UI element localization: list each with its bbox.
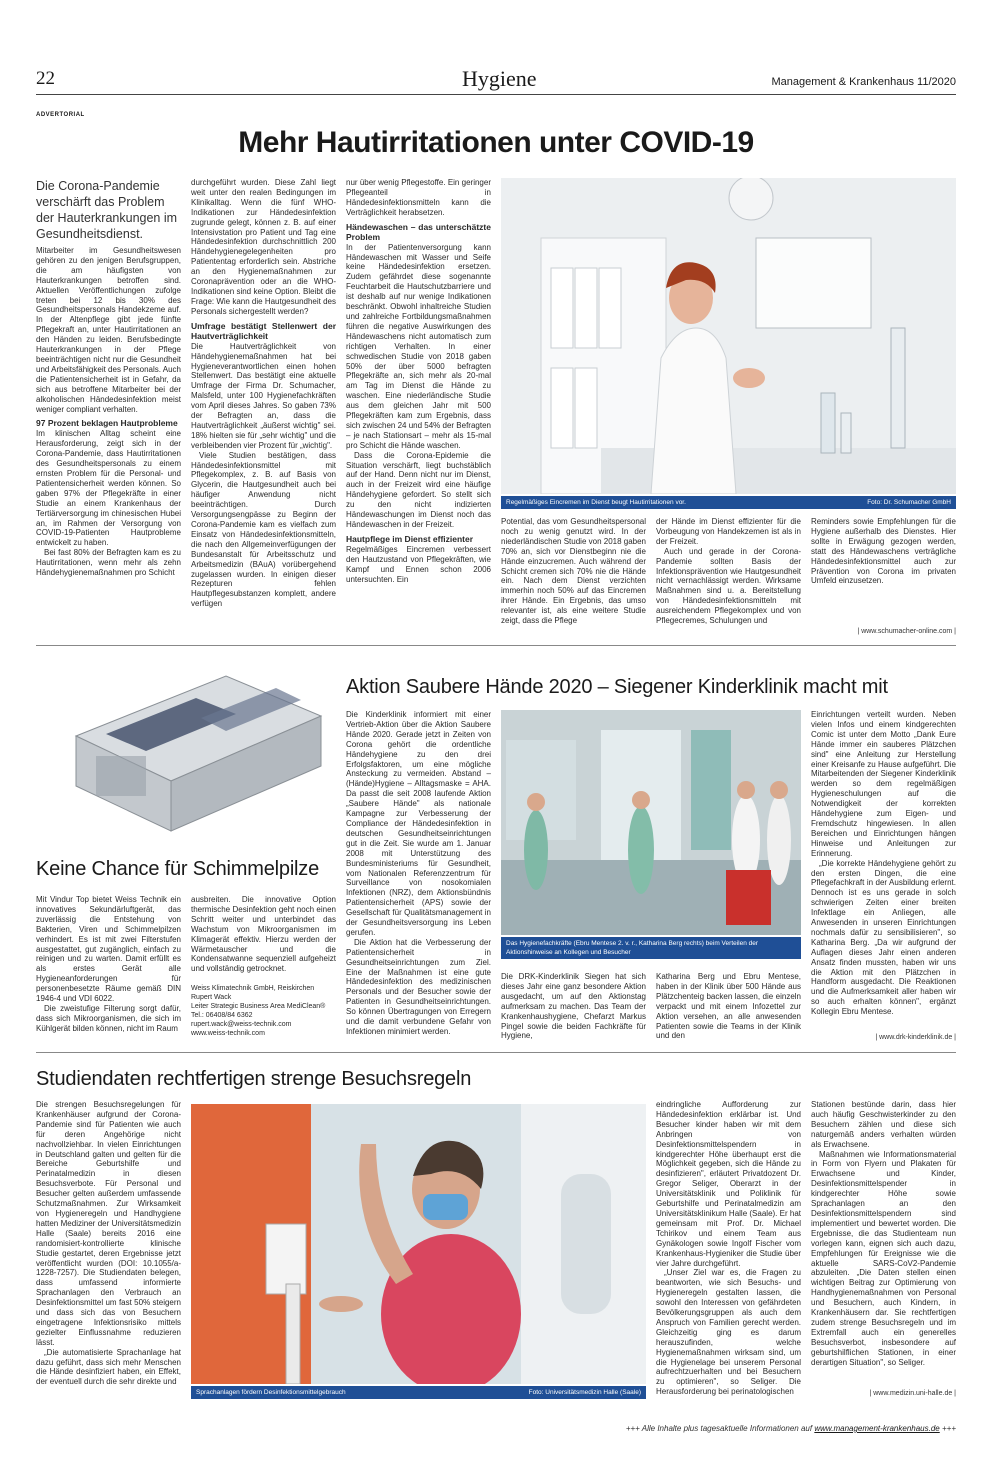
nurse-cream-image	[501, 178, 956, 494]
article2-col1	[36, 895, 181, 1034]
section-title: Hygiene	[462, 66, 537, 91]
article-paragraph: nur über wenig Pflegestoffe. Ein geringer Pflegeanteil in Händedesinfektionsmitteln kann die Verträglichkeit herabsetzen.	[346, 178, 491, 217]
article3-title: Aktion Saubere Hände 2020 – Siegener Kinderklinik macht mit	[346, 676, 888, 698]
article2-title: Keine Chance für Schimmelpilze	[36, 858, 320, 880]
article4-col1	[36, 1100, 181, 1387]
divider-2	[36, 1052, 956, 1053]
footer-website-link[interactable]: www.management-krankenhaus.de	[814, 1424, 940, 1433]
article-paragraph: Die Aktion hat die Verbesserung der Patientensicherheit in Gesundheitseinrichtungen zum Ziel. Eine der Maßnahmen ist eine gute Händedesinfektion des medizinischen Personals und der Besucher sowie der Patienten in Gesundheitseinrichtungen. So können Übertragungen von Erregern und die damit verbundene Gefahr von Infektionen minimiert werden.	[346, 937, 491, 1036]
advertorial-label: ADVERTORIAL	[36, 112, 85, 118]
article1-col5	[656, 517, 801, 626]
article3-source: | www.drk-kinderklinik.de |	[875, 1034, 956, 1041]
article4-source: | www.medizin.uni-halle.de |	[869, 1390, 956, 1397]
article-paragraph: In der Patientenversorgung kann Händewaschen mit Wasser und Seife keine Händedesinfektion ersetzen. Zudem gefährdet diese sogenannte Feuchtarbeit die Hautschutzbarriere und ist deshalb auf nur wenige Indikationen beschränkt. Obwohl inhaltreiche Studien und zahlreiche Fortbildungsmaßnahmen führen die negative Auswirkungen des Händewaschens nicht automatisch zum richtigen Verhalten. In einer schwedischen Studie von 2018 gaben 50% der über 5000 befragten Pflegekräfte an, sich mehr als 20-mal am Tag im Dienst die Hände zu waschen. Eine niederländische Studie aus dem gleichen Jahr mit 500 Pflegekräften kam zum Ergebnis, dass sich zwischen 24 und 54% der Befragten – je nach Stationsart – mehr als 15-mal pro Schicht die Hände waschen.	[346, 242, 491, 450]
article-paragraph: Die DRK-Kinderklinik Siegen hat sich dieses Jahr eine ganz besondere Aktion ausgedacht, um auf den Aktionstag aufmerksam zu machen. Das Team der Krankenhaushygiene, Chefarzt Markus Pingel sowie die beiden Fachkräfte für Hygiene,	[501, 972, 646, 1041]
article-paragraph: Viele Studien bestätigen, dass Händedesinfektionsmittel mit Pflegekomplex, z. B. auf Basis von Glycerin, die Hautgesundheit auch bei häufiger Anwendung nicht beeinträchtigen. Durch Versorgungsengpässe zu Beginn der Corona-Pandemie kam es vielfach zum Einsatz von Händedesinfektionsmitteln, die nach den Allgemeinverfügungen der Bundesanstalt für Arbeitsschutz und Arbeitsmedizin (BAuA) vorübergehend zugelassen wurden. In einigen dieser Rezepturen fehlen Hautpflegesubstanzen komplett, andere verfügen	[191, 450, 336, 609]
contact-website[interactable]: www.weiss-technik.com	[191, 1030, 265, 1038]
article-paragraph: durchgeführt wurden. Diese Zahl liegt weit unter den realen Bedingungen im Klinikalltag. Wenn die fünf WHO-Indikationen zur Händedesinfektion zugrunde gelegt, können z. B. auf einer Intensivstation pro Patient und Tag eine Händedesinfektion durchschnittlich 200 Händehygienegelegenheiten pro Patiententag erforderlich sein. Abstriche an den Hygienemaßnahmen zur Coronaprävention oder an die WHO-Indikationen sind keine Option. Bleibt die Frage: Wie kann die Hautgesundheit des Personals sichergestellt werden?	[191, 178, 336, 316]
article-paragraph: Regelmäßiges Eincremen verbessert den Hautzustand von Pflegekräften, wie Kampf und Ennen schon 2006 untersuchten. Ein	[346, 544, 491, 584]
contact-line: Rupert Wack	[191, 994, 232, 1002]
article-subheading: Hautpflege im Dienst effizienter	[346, 533, 474, 544]
article1-lead: Die Corona-Pandemie verschärft das Problem der Hauterkrankungen im Gesundheitsdienst.	[36, 179, 178, 241]
caption-text: Sprachanlagen fördern Desinfektionsmittelgebrauch	[196, 1389, 346, 1396]
article-paragraph: Die strengen Besuchsregelungen für Krankenhäuser aufgrund der Corona-Pandemie sind für Patienten wie auch für deren Angehörige nicht nachvollziehbar. In vielen Einrichtungen in Deutschland galten und gelten für die Bereiche Geburtshilfe und Perinatalmedizin in diesen Besuchsverbote. Für Personal und Besucher gelten außerdem umfassende Schutzmaßnahmen. Zur Wirksamkeit von Hygieneregeln und Handhygiene hatten Mediziner der Universitätsmedizin Halle (Saale) bereits 2016 eine randomisiert-kontrollierte klinische Studie gestartet, deren Ergebnisse jetzt veröffentlicht wurden (DOI: 10.1055/a-1228-7257). Die Studiendaten belegen, dass umfassend informierte Sprachanlagen den Verbrauch an Desinfektionsmittel um fast 50% steigern und dass sich das von Besuchern eingetragene Infektionsrisiko mittels gezielter Einflussnahme reduzieren lässt.	[36, 1100, 181, 1347]
footer-prefix: +++ Alle Inhalte plus tagesaktuelle Informationen auf	[625, 1424, 813, 1433]
article-paragraph: eindringliche Aufforderung zur Händedesinfektion erklärbar ist. Und Besucher kinder haben wir mit dem Anbringen von Desinfektionsmittelspendern in kindgerechter Höhe überhaupt erst die Möglichkeit gegeben, sich die Hände zu desinfizieren", erläutert Privatdozent Dr. Gregor Seliger, Oberarzt in der Universitätsklinik und Poliklinik für Geburtshilfe und Perinatalmedizin am Universitätsklinikum Halle (Saale). Er hat gemeinsam mit Prof. Dr. Michael Tchirikov und einem Team aus Gynäkologen sowie Ingolf Fischer vom Krankenhaus-Hygieniker die Studie über vier Jahre durchgeführt.	[656, 1100, 801, 1268]
article-paragraph: der Hände im Dienst effizienter für die Vorbeugung von Handekzemen ist als in der Freizeit.	[656, 517, 801, 546]
clinic-hallway-image	[501, 710, 801, 935]
article-paragraph: Mit Vindur Top bietet Weiss Technik ein innovatives Sekundärluftgerät, das zuverlässig die Entstehung von Bakterien, Viren und Schimmelpilzen verhindert. Es ist mit zwei Filterstufen ausgestattet, gut zugänglich, einfach zu reinigen und zu warten. Damit erfüllt es als erstes Gerät alle Hygieneanforderungen für personenbesetzte Räume gemäß DIN 1946-4 und VDI 6022.	[36, 895, 181, 1004]
article1-source: | www.schumacher-online.com |	[857, 628, 956, 635]
article-subheading: Händewaschen – das unterschätzte Problem	[346, 221, 491, 242]
photo-credit: Foto: Dr. Schumacher GmbH	[867, 499, 951, 506]
article2-col2	[191, 895, 336, 1038]
disinfection-dispenser-image	[191, 1104, 646, 1384]
article-paragraph: Dass die Corona-Epidemie die Situation verschärft, liegt buchstäblich auf der Hand. Denn nicht nur im Dienst, auch in der Freizeit wird eine häufige Händehygiene gefordert. So stellt sich zu den nicht indizierten Händewaschungen im Dienst noch das Händewaschen in der Freizeit.	[346, 450, 491, 529]
article1-photo-caption	[501, 496, 956, 509]
article3-col3	[656, 972, 801, 1041]
article1-col3	[346, 178, 491, 585]
article4-col2	[656, 1100, 801, 1397]
article3-col1	[346, 710, 491, 1037]
article-paragraph: Katharina Berg und Ebru Mentese, haben in der Klinik über 500 Hände aus Plätzchenteig backen lassen, die einzeln verpackt und mit einem Infozettel zur Aktion versehen, an alle anwesenden Patienten sowie die Teams in der Klinik und den	[656, 972, 801, 1041]
article2-contact	[191, 984, 336, 1038]
article1-col4	[501, 517, 646, 626]
article4-photo	[191, 1104, 646, 1384]
article2-photo	[36, 656, 336, 846]
article4-col3	[811, 1100, 956, 1367]
article3-col4	[811, 710, 956, 1017]
article-paragraph: Einrichtungen verteilt wurden. Neben vielen Infos und einem kindgerechten Comic ist unter dem Motto „Dank Eure Hände immer ein sauberes Plätzchen sind" eine Anleitung zur Herstellung einer Kreisanfe zu Hause aufgeführt. Die Mitarbeitenden der Siegener Kinderklinik werden so dem regelmäßigen Hygieneschulungen auf die Notwendigkeit der korrekten Händehygiene zum Eigen- und Fremdschutz hingewiesen. In allen Bereichen und Einrichtungen hängen Hinweise und Anleitungen zur Erinnerung.	[811, 710, 956, 858]
article-paragraph: Auch und gerade in der Corona-Pandemie sollten Basis der Infektionsprävention wie Hautgesundheit nicht vernachlässigt werden. Wirksame Maßnahmen sind u. a. Bereitstellung von Händedesinfektionsmitteln mit ausreichendem Pflegekomplex und von Pflegecremes, Schulungen und	[656, 546, 801, 626]
article-paragraph: Mitarbeiter im Gesundheitswesen gehören zu den jenigen Berufsgruppen, die am häufigsten von Hauterkrankungen betroffen sind. Aktuellen Veröffentlichungen zufolge treten bei 12 bis 30% des Gesundheitspersonals Handekzeme auf. In der Altenpflege gibt jede fünfte Pflegekraft an, unter Hautirritationen an den Händen zu leiden. Berufsbedingte Hauterkrankungen in der Pflege beeinträchtigen nicht nur die Gesundheit und Arbeitsfähigkeit des Personals. Auch die Patientensicherheit ist in Gefahr, da sich aus betroffene Mitarbeiter bei der alkoholischen Händedesinfektion meist weniger compliant verhalten.	[36, 246, 181, 414]
contact-email[interactable]: rupert.wack@weiss-technik.com	[191, 1021, 292, 1029]
header-rule	[36, 94, 956, 95]
article-paragraph: Die zweistufige Filterung sorgt dafür, dass sich Mikroorganismen, die sich im Kühlgerät bilden können, nicht im Raum	[36, 1003, 181, 1033]
article4-photo-caption	[191, 1386, 646, 1399]
article-paragraph: Potential, das vom Gesundheitspersonal noch zu wenig genutzt wird. In der niederländischen Studie von 2018 gaben 70% an, sich vor Dienstbeginn nie die Hände einzucremen. Auch während der Schicht cremen sich 70% nie die Hände ein. Nach dem Dienst verzichten immerhin noch 50% auf das Eincremen ihrer Hände. Ein Ergebnis, das umso relevanter ist, als eine weitere Studie zeigt, dass die Pflege	[501, 517, 647, 626]
article-paragraph: „Die korrekte Händehygiene gehört zu den ersten Dingen, die eine Pflegefachkraft in der Ausbildung erlernt. Dennoch ist es uns gerade in solch schwierigen Zeiten einer breiten Infektlage ein Anliegen, alle Anwesenden in unseren Einrichtungen nochmals dafür zu sensibilisieren", so Katharina Berg. „Da wir aufgrund der Auflagen dieses Jahr einen anderen Ansatz finden mussten, haben wir uns die Aktion mit den Plätzchen in Handform ausgedacht. Die Reaktionen und die Aufmerksamkeit aller haben wir so auch erhalten können", ergänzt Kollegin Ebru Mentese.	[811, 858, 956, 1017]
article-paragraph: Maßnahmen wie Informationsmaterial in Form von Flyern und Plakaten für Erwachsene und Kinder, Desinfektionsmittelspender in kindgerechter Höhe sowie Sprachanlagen an den Desinfektionsmittelspendern sind implementiert und bewertet worden. Die Ergebnisse, die das Studienteam nun vorlegen kann, eignen sich auch dazu, Empfehlungen für Ereignisse wie die aktuelle SARS-CoV2-Pandemie abzuleiten. „Die Daten stellen einen wichtigen Beitrag zur Optimierung von Handhygienemaßnahmen von Personal und Besuchern, auch Kindern, in Krankenhäusern dar. Sie rechtfertigen zudem strenge Besuchsregeln und im Extremfall auch ein generelles Besuchsverbot, insbesondere auf geburtshilflichen Stationen, in einer derartigen Situation", so Seliger.	[811, 1149, 956, 1367]
page-number: 22	[36, 68, 55, 89]
footer-suffix: +++	[941, 1424, 956, 1433]
article1-title: Mehr Hautirritationen unter COVID-19	[238, 126, 754, 159]
article-paragraph: Stationen bestünde darin, dass hier auch häufig Geschwisterkinder zu den Besuchern zählen und diese sich naturgemäß anders verhalten würden als Erwachsene.	[811, 1100, 956, 1149]
article1-col2	[191, 178, 336, 609]
contact-line: Tel.: 06408/84 6362	[191, 1012, 253, 1020]
air-unit-image	[36, 656, 336, 846]
article3-col2	[501, 972, 646, 1041]
article1-col1	[36, 178, 181, 578]
article1-col6	[811, 517, 956, 586]
article3-photo	[501, 710, 801, 935]
article-paragraph: ausbreiten. Die innovative Option thermische Desinfektion geht noch einen Schritt weiter und unterbindet das Wachstum von Mikroorganismen im Klimagerät effektiv. Hierzu werden der Wärmetauscher und die Kondensatwanne sequenziell aufgeheizt und vollständig getrocknet.	[191, 895, 336, 974]
article1-photo	[501, 178, 956, 494]
article-paragraph: Die Hautverträglichkeit von Händehygienemaßnahmen hat bei Hygieneverantwortlichen einen hohen Stellenwert. Das bestätigt eine aktuelle Umfrage der Firma Dr. Schumacher, Malsfeld, unter 100 Hygienefachkräften vom April dieses Jahres. So gaben 73% der Befragten an, dass die Hautverträglichkeit „äußerst wichtig" sei. 18% hielten sie für „sehr wichtig" und die verbleibenden vier Prozent für „wichtig".	[191, 341, 336, 450]
caption-text: Regelmäßiges Eincremen im Dienst beugt Hautirritationen vor.	[506, 499, 686, 506]
photo-credit: Foto: Universitätsmedizin Halle (Saale)	[528, 1389, 641, 1396]
article-paragraph: „Unser Ziel war es, die Fragen zu beantworten, wie sich Besuchs- und Hygieneregeln gestalten lassen, die sowohl den Interessen von gefährdeten Bevölkerungsgruppen als auch dem Anspruch von Familien gerecht werden. Gleichzeitig ging es darum herauszufinden, welche Hygienemaßnahmen wirksam sind, um die Hygienelage bei unserem Personal aufrechtzuerhalten und bei Besuchern zu optimieren", so Seliger. Die Herausforderung bei perinatologischen	[656, 1268, 801, 1397]
divider-1	[36, 645, 956, 646]
article-subheading: 97 Prozent beklagen Hautprobleme	[36, 418, 178, 429]
contact-line: Weiss Klimatechnik GmbH, Reiskirchen	[191, 985, 315, 993]
footer-note	[626, 1424, 956, 1433]
article4-title: Studiendaten rechtfertigen strenge Besuchsregeln	[36, 1068, 472, 1090]
contact-line: Leiter Strategic Business Area MediClean®	[191, 1003, 326, 1011]
article3-photo-caption: Das Hygienefachkräfte (Ebru Mentese 2. v. r., Katharina Berg rechts) beim Verteilen der Aktionshinweise an Kollegen und Besucher	[501, 937, 801, 959]
article-subheading: Umfrage bestätigt Stellenwert der Hautverträglichkeit	[191, 320, 336, 341]
article-paragraph: „Die automatisierte Sprachanlage hat dazu geführt, dass sich mehr Menschen die Hände desinfiziert haben, ein Effekt, der eventuell durch die sehr direkte und	[36, 1347, 181, 1387]
journal-issue: Management & Krankenhaus 11/2020	[771, 76, 956, 88]
article-paragraph: Bei fast 80% der Befragten kam es zu Hautirritationen, wenn mehr als zehn Händehygienemaßnahmen pro Schicht	[36, 548, 181, 578]
article-paragraph: Reminders sowie Empfehlungen für die Hygiene außerhalb des Dienstes. Hier sollte in Erwägung gezogen werden, statt des Händewaschens verträgliche Händedesinfektionsmittel auch zur Prävention von Corona im privaten Umfeld einzusetzen.	[811, 517, 956, 586]
article-paragraph: Die Kinderklinik informiert mit einer Vertrieb-Aktion über die Aktion Saubere Hände 2020. Gerade jetzt in Zeiten von Corona gehört die ordentliche Händehygiene zu den drei Erfolgsfaktoren, um eine mögliche Ansteckung zu vermeiden. Abstand – (Hände)Hygiene – Alltagsmaske = AHA. Da passt die seit 2008 laufende Aktion „Saubere Hände" als nationale Kampagne zur Verbesserung der Compliance der Händedesinfektion in deutschen Gesundheitseinrichtungen gut in die Zeit. Sie wurde am 1. Januar 2008 mit Unterstützung des Bundesministeriums für Gesundheit, vom Nationalen Referenzzentrum für Surveillance von nosokomialen Infektionen (NRZ), dem Aktionsbündnis Patientensicherheit (APS) sowie der Gesellschaft für Qualitätsmanagement in der Gesundheitsversorgung ins Leben gerufen.	[346, 710, 491, 937]
article-paragraph: Im klinischen Alltag scheint eine Herausforderung, zeigt sich in der Corona-Pandemie, dass Hautirritationen des Gesundheitspersonals zu einem ernsten Problem für die Personal- und Patientensicherheit werden können. So gaben 97% der Pflegekräfte in einer Studie an einem Krankenhaus der Tertiärversorgung im chinesischen Hubei an, im Rahmen der Versorgung von COVID-19-Patienten Hautprobleme entwickelt zu haben.	[36, 429, 181, 548]
